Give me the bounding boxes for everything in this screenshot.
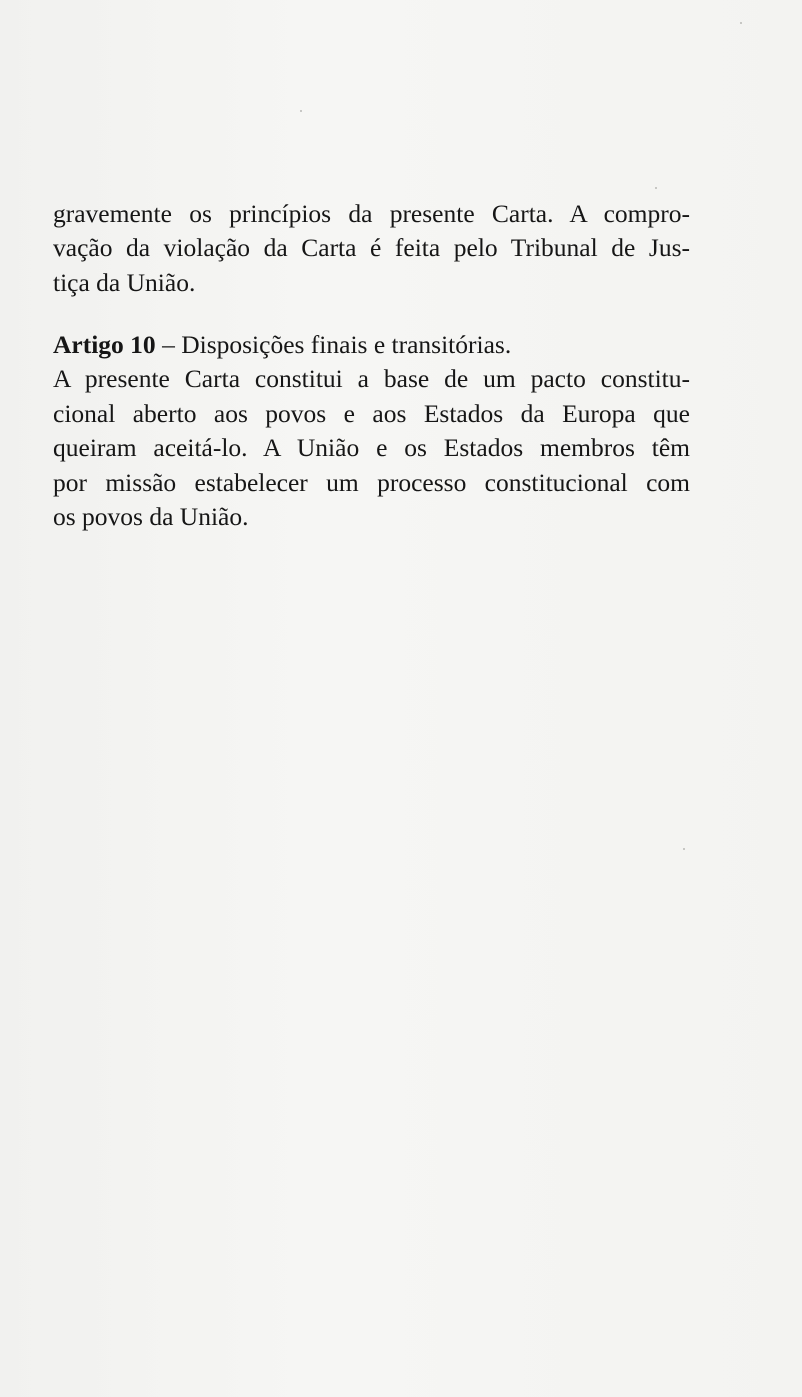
text-line: os povos da União. [53, 502, 249, 532]
article-body [53, 362, 690, 534]
text-line: cional aberto aos povos e aos Estados da Europa que [53, 398, 690, 428]
text-line: vação da violação da Carta é feita pelo Tribunal de Jus- [53, 233, 690, 263]
paper-speck [683, 848, 685, 850]
continued-paragraph [53, 197, 690, 300]
text-line: tiça da União. [53, 267, 196, 297]
text-line: queiram aceitá-lo. A União e os Estados membros têm [53, 433, 690, 463]
article-number: Artigo 10 [53, 330, 156, 359]
text-line: gravemente os princípios da presente Carta. A compro- [53, 199, 690, 228]
paragraph-text [53, 197, 690, 300]
article-title: – Disposições finais e transitórias. [155, 330, 512, 359]
article-10-section [53, 328, 690, 534]
paper-speck [300, 110, 302, 112]
text-line: A presente Carta constitui a base de um pacto constitu- [53, 364, 690, 394]
article-heading [53, 328, 690, 362]
paper-speck [740, 22, 742, 24]
paper-speck [655, 187, 657, 189]
text-line: por missão estabelecer um processo constitucional com [53, 467, 690, 497]
